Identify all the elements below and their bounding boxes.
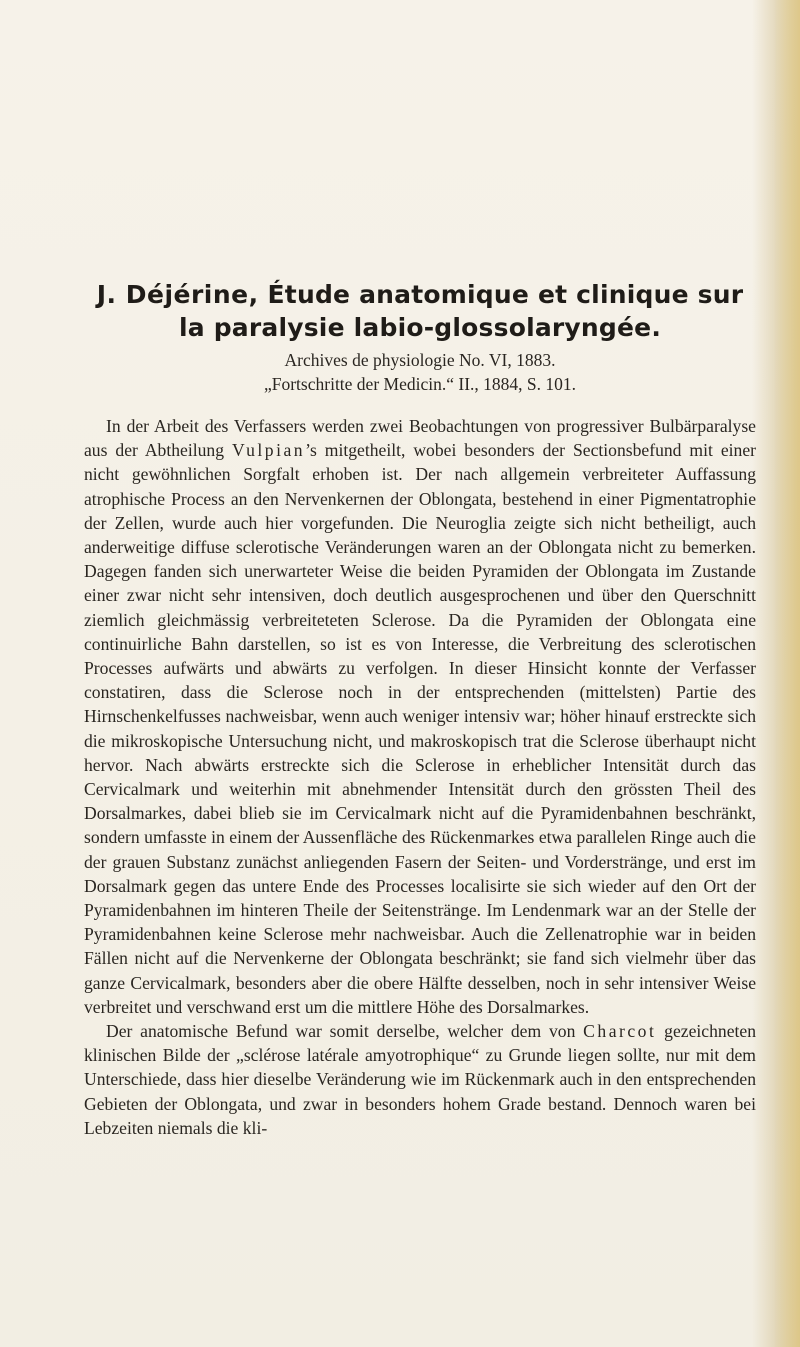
article-content [84,278,756,1140]
paragraph-2-text-a: Der anatomische Befund war somit derselbe, welcher dem von [106,1021,584,1042]
article-title [84,278,756,344]
article-body [84,414,756,1140]
citation-block [84,348,756,396]
citation-line-1: Archives de physiologie No. VI, 1883. [284,350,556,370]
article-author: J. Déjérine, [96,280,259,309]
paragraph-2-text-b: gezeichneten klinischen Bilde der „sclérose latérale amyotrophique“ zu Grunde liegen sollte, nur mit dem Unterschiede, dass hier dieselbe Veränderung wie im Rückenmark auch in den entsprechenden Gebieten der Oblongata, und zwar in besonders hohem Grade bestand. Dennoch waren bei Lebzeiten niemals die kli- [84,1021,756,1138]
paragraph-1-text-a: In der Arbeit des Verfassers werden zwei Beobachtungen von progressiver Bulbärparalyse aus der Abtheilung [84,416,756,461]
article-title-part1: Étude anatomique et clinique sur [258,280,744,309]
person-name-charcot: Charcot [583,1021,657,1042]
person-name-vulpian: Vulpian [231,440,306,461]
citation-line-2: „Fortschritte der Medicin.“ II., 1884, S. 101. [263,374,577,394]
article-title-line2: la paralysie labio-glossolaryngée. [178,313,662,342]
paragraph-2 [84,1019,756,1140]
page-edge-discoloration [774,0,800,1347]
paragraph-1-text-b: ’s mitgetheilt, wobei besonders der Sectionsbefund mit einer nicht gewöhnlichen Sorgfalt erhoben ist. Der nach allgemein verbreiteter Auffassung atrophische Process an den Nervenkernen der Oblongata, bestehend in einer Pigmentatrophie der Zellen, wurde auch hier vorgefunden. Die Neuroglia zeigte sich nicht betheiligt, auch anderweitige diffuse sclerotische Veränderungen waren an der Oblongata nicht zu bemerken. Dagegen fanden sich unerwarteter Weise die beiden Pyramiden der Oblongata im Zustande einer zwar nicht sehr intensiven, doch deutlich ausgesprochenen und über den Querschnitt ziemlich gleichmässig verbreiteteten Sclerose. Da die Pyramiden der Oblongata eine continuirliche Bahn darstellen, so ist es von Interesse, die Verbreitung des sclerotischen Processes aufwärts und abwärts zu verfolgen. In dieser Hinsicht konnte der Verfasser constatiren, dass die Sclerose noch in der entsprechenden (mittelsten) Partie des Hirnschenkelfusses nachweisbar, wenn auch weniger intensiv war; höher hinauf erstreckte sich die mikroskopische Untersuchung nicht, und makroskopisch trat die Sclerose überhaupt nicht hervor. Nach abwärts erstreckte sich die Sclerose in erheblicher Intensität durch das Cervicalmark und weiterhin mit abnehmender Intensität durch den grössten Theil des Dorsalmarkes, dabei blieb sie im Cervicalmark nicht auf die Pyramidenbahnen beschränkt, sondern umfasste in einem der Aussenfläche des Rückenmarkes etwa parallelen Ringe auch die der grauen Substanz zunächst anliegenden Fasern der Seiten- und Vorderstränge, und erst im Dorsalmark gegen das untere Ende des Processes localisirte sie sich wieder auf den Ort der Pyramidenbahnen im hinteren Theile der Seitenstränge. Im Lendenmark war an der Stelle der Pyramidenbahnen keine Sclerose mehr nachweisbar. Auch die Zellenatrophie war in beiden Fällen nicht auf die Nervenkerne der Oblongata beschränkt; sie fand sich vielmehr über das ganze Cervicalmark, besonders aber die obere Hälfte desselben, noch in sehr intensiver Weise verbreitet und verschwand erst um die mittlere Höhe des Dorsalmarkes. [84,440,756,1017]
paragraph-1 [84,414,756,1019]
